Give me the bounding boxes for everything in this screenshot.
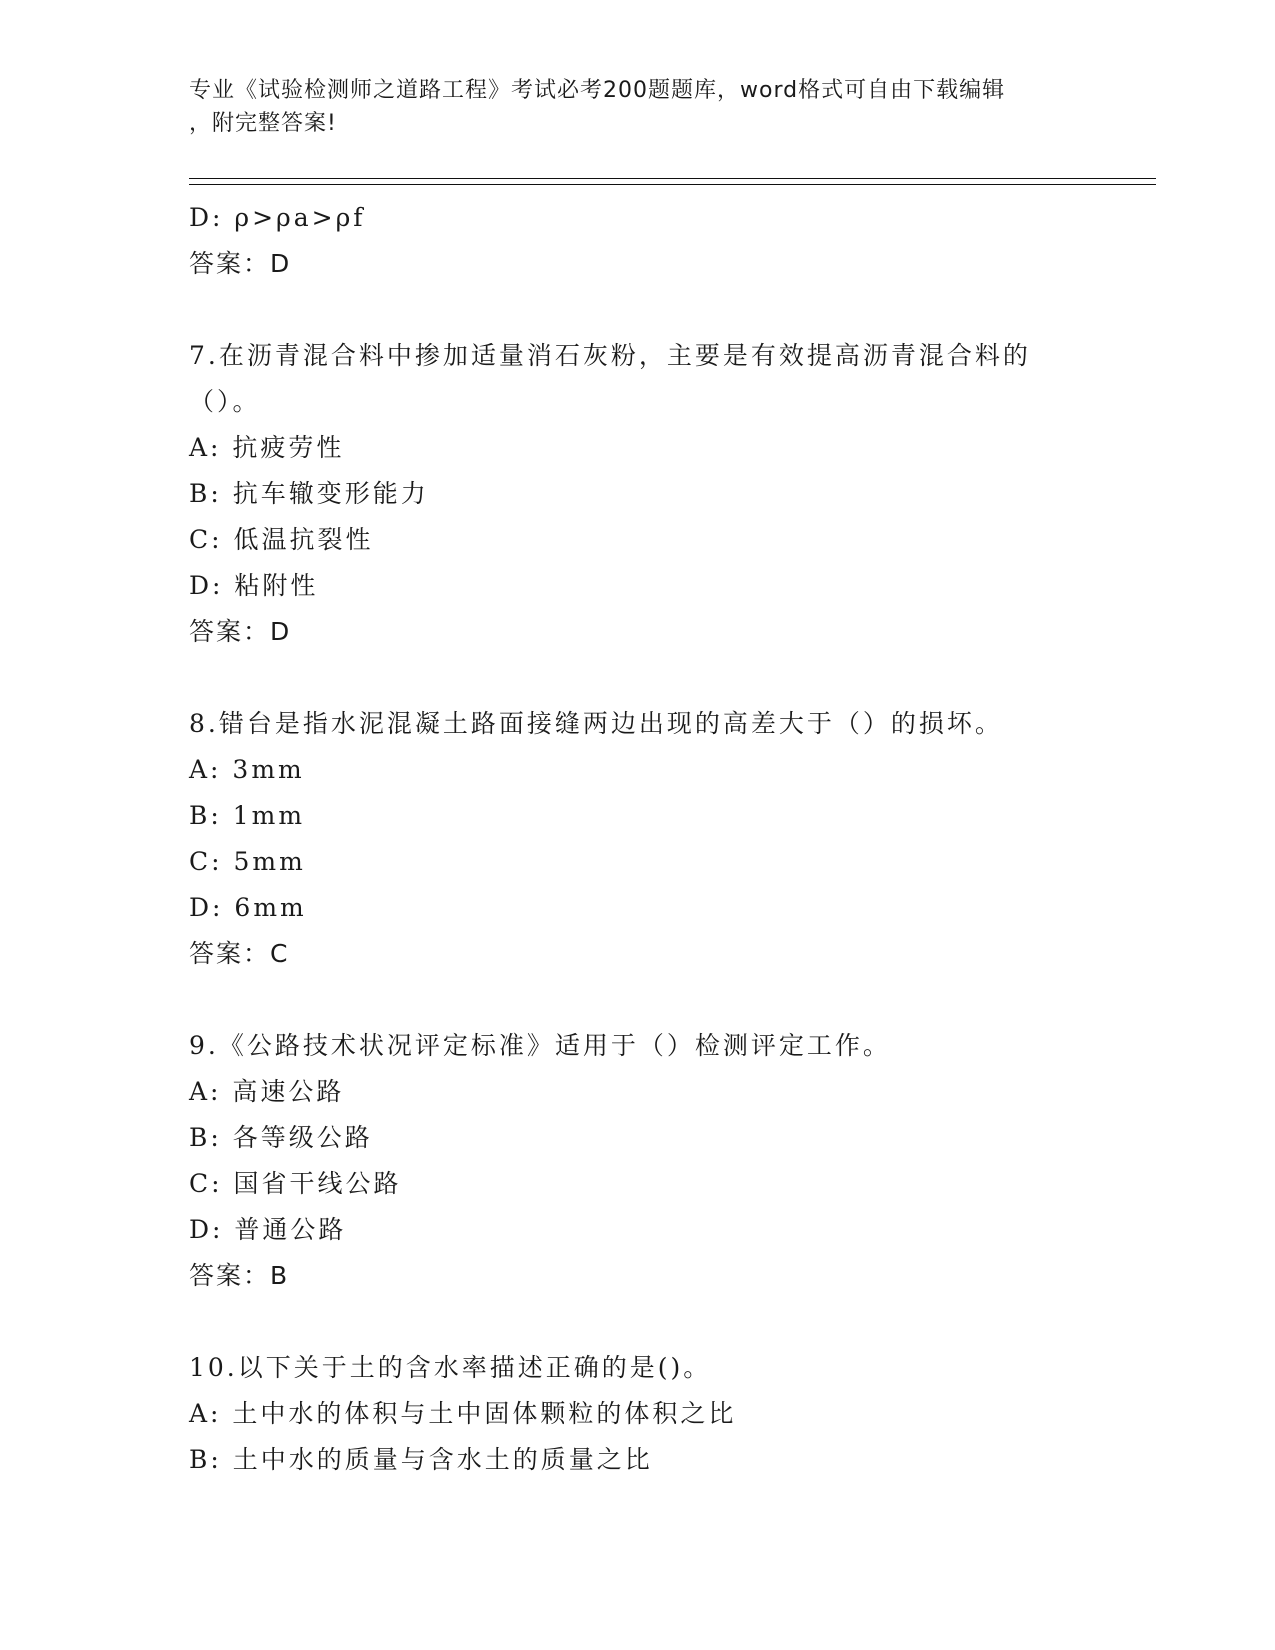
question-list [189, 195, 1149, 1483]
q8-option-b: B: 1mm [189, 801, 306, 830]
q9-option-b: B: 各等级公路 [189, 1123, 373, 1152]
header-divider-bottom [189, 184, 1156, 185]
question-10 [189, 1345, 1149, 1483]
q7-option-c: C: 低温抗裂性 [189, 525, 374, 554]
q10-stem: 10.以下关于土的含水率描述正确的是()。 [189, 1353, 712, 1382]
document-header [189, 74, 1089, 140]
q6-option-d: D: ρ>ρa>ρf [189, 203, 366, 232]
q8-answer: 答案：C [189, 939, 290, 968]
q9-stem: 9.《公路技术状况评定标准》适用于（）检测评定工作。 [189, 1031, 891, 1060]
spacer [189, 287, 1149, 333]
q7-answer: 答案：D [189, 617, 292, 646]
question-7 [189, 333, 1149, 655]
q8-stem: 8.错台是指水泥混凝土路面接缝两边出现的高差大于（）的损坏。 [189, 709, 1003, 738]
spacer [189, 977, 1149, 1023]
q9-option-a: A: 高速公路 [189, 1077, 345, 1106]
q8-option-d: D: 6mm [189, 893, 307, 922]
header-title-line-1: 专业《试验检测师之道路工程》考试必考200题题库，word格式可自由下载编辑 [189, 78, 1006, 103]
q6-answer: 答案：D [189, 249, 292, 278]
q10-option-a: A: 土中水的体积与土中固体颗粒的体积之比 [189, 1399, 737, 1428]
q8-option-c: C: 5mm [189, 847, 306, 876]
header-divider-top [189, 178, 1156, 179]
question-8 [189, 701, 1149, 977]
q9-option-d: D: 普通公路 [189, 1215, 347, 1244]
q7-option-a: A: 抗疲劳性 [189, 433, 345, 462]
question-9 [189, 1023, 1149, 1299]
question-6-tail [189, 195, 1149, 287]
header-title-line-2: ，附完整答案! [189, 111, 337, 136]
spacer [189, 1299, 1149, 1345]
q9-answer: 答案：B [189, 1261, 290, 1290]
q7-option-b: B: 抗车辙变形能力 [189, 479, 429, 508]
q10-option-b: B: 土中水的质量与含水土的质量之比 [189, 1445, 653, 1474]
spacer [189, 655, 1149, 701]
q7-option-d: D: 粘附性 [189, 571, 319, 600]
q9-option-c: C: 国省干线公路 [189, 1169, 402, 1198]
q7-stem-line-1: 7.在沥青混合料中掺加适量消石灰粉，主要是有效提高沥青混合料的 [189, 341, 1031, 370]
q7-stem-line-2: （）。 [189, 387, 261, 416]
q8-option-a: A: 3mm [189, 755, 305, 784]
